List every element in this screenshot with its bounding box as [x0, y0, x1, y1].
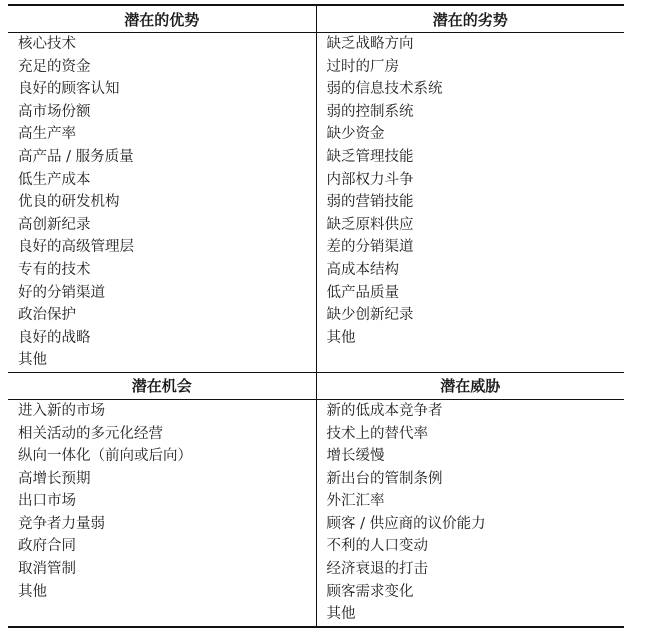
strength-item: 高创新纪录 — [8, 214, 316, 237]
table-row — [8, 282, 624, 305]
table-row — [8, 304, 624, 327]
table-row — [8, 259, 624, 282]
threat-item: 增长缓慢 — [326, 448, 385, 465]
weakness-item: 缺少资金 — [326, 126, 385, 143]
strength-item: 优良的研发机构 — [8, 191, 316, 214]
table-row — [8, 558, 624, 581]
strength-item: 核心技术 — [8, 33, 316, 56]
weakness-item: 缺乏原料供应 — [326, 216, 414, 233]
threat-item: 其他 — [316, 603, 624, 627]
table-row — [8, 535, 624, 558]
table-row — [8, 423, 624, 446]
weakness-item: 高成本结构 — [326, 261, 399, 278]
opportunity-item: 高增长预期 — [8, 468, 316, 491]
weakness-item: 差的分销渠道 — [326, 239, 414, 256]
weakness-item: 过时的厂房 — [326, 58, 399, 75]
weakness-item: 缺乏管理技能 — [326, 148, 414, 165]
strength-item: 充足的资金 — [8, 56, 316, 79]
table-row — [8, 399, 624, 422]
weakness-item: 弱的信息技术系统 — [326, 81, 443, 98]
weakness-item: 弱的营销技能 — [326, 194, 414, 211]
weaknesses-header: 潜在的劣势 — [316, 5, 624, 33]
table-row — [8, 445, 624, 468]
table-row — [8, 101, 624, 124]
strength-item: 好的分销渠道 — [8, 282, 316, 305]
threat-item: 经济衰退的打击 — [326, 561, 428, 578]
opportunities-header: 潜在机会 — [8, 372, 316, 399]
table-row — [8, 169, 624, 192]
threat-item: 顾客需求变化 — [326, 583, 414, 600]
strength-item: 良好的高级管理层 — [8, 236, 316, 259]
threats-header: 潜在威胁 — [316, 372, 624, 399]
strength-item: 专有的技术 — [8, 259, 316, 282]
opportunity-item: 相关活动的多元化经营 — [8, 423, 316, 446]
swot-header-row-opportunities-threats — [8, 372, 624, 399]
table-row — [8, 581, 624, 604]
strength-item: 高市场份额 — [8, 101, 316, 124]
weakness-item: 缺少创新纪录 — [326, 307, 414, 324]
table-row — [8, 468, 624, 491]
table-row — [8, 214, 624, 237]
table-row — [8, 349, 624, 372]
opportunity-item: 纵向一体化（前向或后向） — [8, 445, 316, 468]
table-row — [8, 490, 624, 513]
table-row — [8, 327, 624, 350]
opportunity-item: 进入新的市场 — [8, 399, 316, 422]
opportunity-item: 出口市场 — [8, 490, 316, 513]
weakness-item: 低产品质量 — [326, 284, 399, 301]
strength-item: 良好的战略 — [8, 327, 316, 350]
threat-item: 不利的人口变动 — [326, 538, 428, 555]
weakness-item: 内部权力斗争 — [326, 171, 414, 188]
table-row — [8, 33, 624, 56]
strength-item: 低生产成本 — [8, 169, 316, 192]
strength-item: 良好的顾客认知 — [8, 78, 316, 101]
weakness-item — [316, 349, 624, 372]
opportunity-item: 取消管制 — [8, 558, 316, 581]
strength-item: 其他 — [8, 349, 316, 372]
opportunity-item: 竞争者力量弱 — [8, 513, 316, 536]
table-row — [8, 513, 624, 536]
swot-header-row-strengths-weaknesses — [8, 5, 624, 33]
strength-item: 高生产率 — [8, 123, 316, 146]
table-row — [8, 123, 624, 146]
opportunity-item: 其他 — [8, 581, 316, 604]
table-row — [8, 236, 624, 259]
threat-item: 新的低成本竞争者 — [326, 402, 443, 419]
threat-item: 外汇汇率 — [326, 493, 385, 510]
threat-item: 技术上的替代率 — [326, 425, 428, 442]
table-row — [8, 56, 624, 79]
swot-table — [8, 4, 624, 628]
weakness-item: 缺乏战略方向 — [326, 36, 414, 52]
threat-item: 新出台的管制条例 — [326, 470, 443, 487]
strengths-header: 潜在的优势 — [8, 5, 316, 33]
strength-item: 政治保护 — [8, 304, 316, 327]
table-row — [8, 146, 624, 169]
table-row — [8, 603, 624, 627]
table-row — [8, 191, 624, 214]
threat-item: 顾客 / 供应商的议价能力 — [326, 515, 486, 532]
weakness-item: 其他 — [326, 329, 356, 346]
weakness-item: 弱的控制系统 — [326, 103, 414, 120]
table-row — [8, 78, 624, 101]
opportunity-item — [8, 603, 316, 627]
strength-item: 高产品 / 服务质量 — [8, 146, 316, 169]
opportunity-item: 政府合同 — [8, 535, 316, 558]
